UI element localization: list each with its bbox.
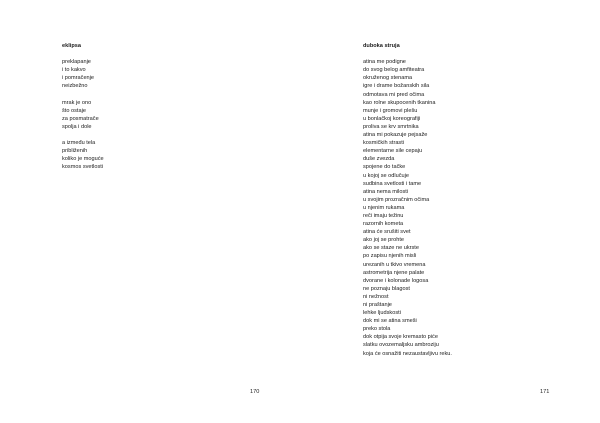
poem-line: atina će srušiti svet xyxy=(363,229,411,236)
poem-line: dok otpija svoje kremasto piće xyxy=(363,334,438,341)
poem-line: reči imaju težinu xyxy=(363,212,404,219)
poem-line: ni praštanje xyxy=(363,302,392,308)
poem-line: dok mi se atina smeši xyxy=(363,318,417,325)
poem-line: okruženog stenama xyxy=(363,75,413,82)
poem-line: a između tela xyxy=(62,140,96,147)
poem-body xyxy=(363,58,452,357)
poem-line: slatku ovozemaljsku ambroziju xyxy=(363,342,439,349)
stanza xyxy=(62,99,104,131)
stanza xyxy=(62,139,104,171)
poem-line: preklapanje xyxy=(62,59,91,66)
poem-line: ako joj se prohte xyxy=(363,237,405,244)
poem-line: koliko je moguće xyxy=(62,156,104,163)
poem-line: lehke ljudskosti xyxy=(363,310,401,317)
poem-line: neizbežno xyxy=(62,83,88,90)
poem-line: kosmičkih strasti xyxy=(363,140,405,147)
poem-line: do svog belog amfiteatra xyxy=(363,67,425,74)
poem-line: u kojoj se odlučuje xyxy=(363,172,410,179)
poem-title: eklipsa xyxy=(62,43,81,49)
poem-duboka-struja xyxy=(363,42,452,358)
page-number: 171 xyxy=(540,389,550,395)
poem-line: astrometrija njene palate xyxy=(363,269,425,276)
right-page xyxy=(300,0,600,423)
poem-line: u svojim prozračnim očima xyxy=(363,196,430,203)
poem-line: za posmatrače xyxy=(62,115,99,122)
poem-line: i to kakvo xyxy=(62,67,86,74)
poem-eklipsa xyxy=(62,42,104,180)
stanza xyxy=(62,58,104,90)
poem-line: kao rolne skupocenih tkanina xyxy=(363,99,436,106)
poem-line: sudbina svetlosti i tame xyxy=(363,180,422,187)
page-number: 170 xyxy=(250,389,260,395)
poem-title: duboka struja xyxy=(363,43,400,49)
poem-line: odmotava mi pred očima xyxy=(363,91,425,98)
poem-line: približenih xyxy=(62,148,88,155)
poem-line: i pomračenje xyxy=(62,75,95,82)
poem-line: koja će osnažiti nezaustavljivu reku. xyxy=(363,350,452,357)
poem-line: atina me podigne xyxy=(363,59,406,66)
poem-line: što ostaje xyxy=(62,107,86,114)
poem-line: dvorane i kolonade logosa xyxy=(363,277,429,284)
poem-line: ako se staze ne ukrste xyxy=(363,245,419,252)
poem-line: munje i gromovi plešu xyxy=(363,107,418,114)
poem-line: u bonlačkoj koreografiji xyxy=(363,115,421,122)
poem-line: kosmos svetlosti xyxy=(62,164,104,171)
poem-line: po zapisu njenih misli xyxy=(363,253,417,260)
poem-line: mrak je ono xyxy=(62,99,92,106)
poem-line: atina nema milosti xyxy=(363,188,409,195)
poem-line: urezanih u tkivo vremena xyxy=(363,261,426,268)
poem-line: preko stola xyxy=(363,326,391,333)
poem-line: ne poznaju blagost xyxy=(363,285,410,292)
poem-line: spojene do tačke xyxy=(363,164,406,171)
poem-line: atina mi pokazuje pejsaže xyxy=(363,132,428,139)
poem-line: ni nežnost xyxy=(363,293,389,300)
poem-line: razornih kometa xyxy=(363,221,404,228)
poem-line: elementarne sile cepaju xyxy=(363,148,423,155)
poem-line: proliva se krv smrtnika xyxy=(363,123,419,130)
poem-line: igre i drame božanskih sila xyxy=(363,83,430,90)
poem-line: spolja i dole xyxy=(62,123,92,130)
poem-line: u njenim rukama xyxy=(363,204,405,211)
poem-line: duše zvezda xyxy=(363,156,395,163)
